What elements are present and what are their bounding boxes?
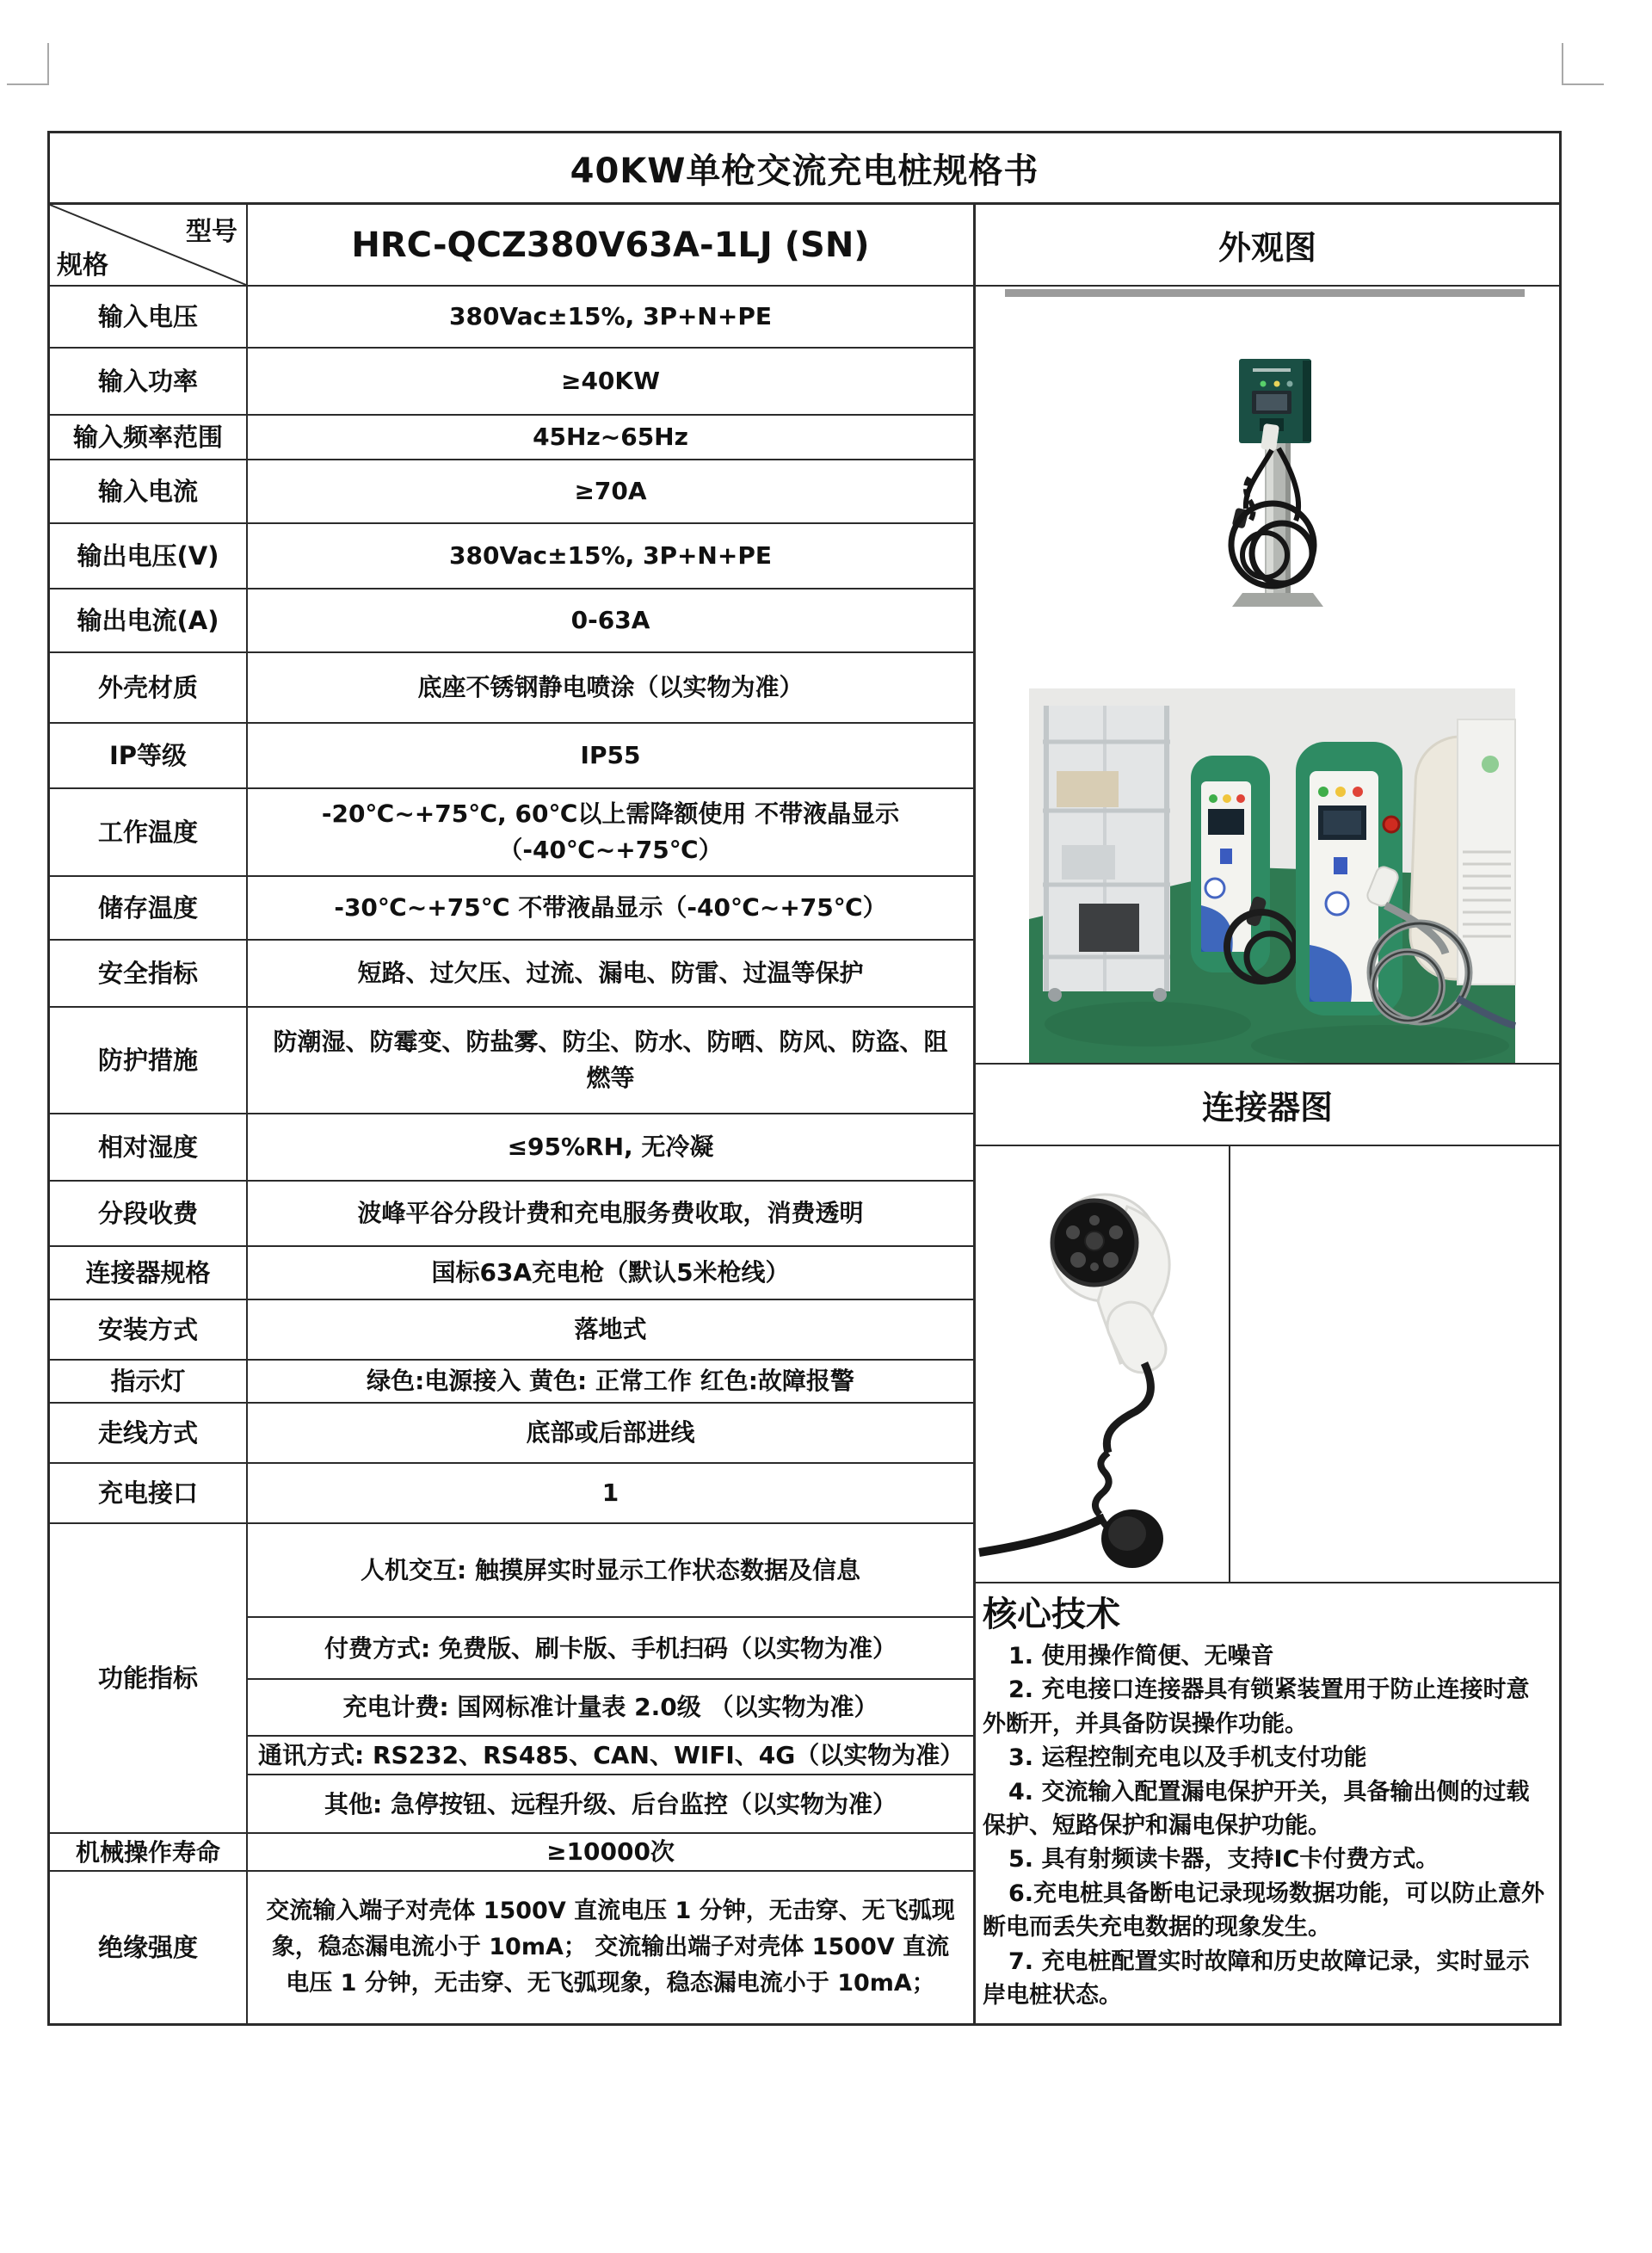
appearance-heading: 外观图 — [976, 205, 1559, 287]
header-model-label: 型号 — [186, 217, 237, 247]
table-row — [50, 789, 973, 877]
feature-item: 人机交互: 触摸屏实时显示工作状态数据及信息 — [248, 1524, 973, 1618]
table-row — [50, 416, 973, 460]
spec-label: 防护措施 — [50, 1008, 248, 1113]
spec-label: 输入频率范围 — [50, 416, 248, 459]
spec-label: 输入电流 — [50, 460, 248, 522]
feature-item: 其他: 急停按钮、远程升级、后台监控（以实物为准） — [324, 1789, 897, 1818]
spec-value: ≤95%RH, 无冷凝 — [507, 1133, 714, 1161]
connector-empty-cell — [1230, 1146, 1559, 1582]
table-row — [50, 1114, 973, 1182]
connector-section — [976, 1146, 1559, 1583]
appearance-photos — [976, 287, 1559, 1065]
spec-label: 安全指标 — [50, 941, 248, 1006]
spec-value: 落地式 — [574, 1315, 647, 1343]
core-tech-item: 6.充电桩具备断电记录现场数据功能，可以防止意外断电而丢失充电数据的现象发生。 — [983, 1880, 1545, 1941]
spec-label: 储存温度 — [50, 877, 248, 939]
spec-label: 连接器规格 — [50, 1247, 248, 1299]
spec-label: 机械操作寿命 — [50, 1834, 248, 1870]
table-row — [50, 349, 973, 416]
spec-value: 底座不锈钢静电喷涂（以实物为准） — [417, 673, 804, 701]
spec-value: -20℃~+75℃, 60℃以上需降额使用 不带液晶显示（-40℃~+75℃） — [321, 799, 900, 864]
spec-value: ≥40KW — [560, 367, 660, 395]
charging-gun-photo — [976, 1146, 1230, 1582]
table-row — [50, 1247, 973, 1300]
spec-value: 1 — [601, 1478, 620, 1507]
feature-item: 通讯方式: RS232、RS485、CAN、WIFI、4G（以实物为准） — [248, 1737, 973, 1776]
spec-label: 外壳材质 — [50, 653, 248, 722]
spec-label: 输入功率 — [50, 349, 248, 414]
table-row — [50, 724, 973, 789]
spec-label: 输出电流(A) — [50, 589, 248, 651]
table-row — [50, 1464, 973, 1524]
spec-label: 相对湿度 — [50, 1114, 248, 1180]
spec-value: 交流输入端子对壳体 1500V 直流电压 1 分钟，无击穿、无飞弧现象，稳态漏电流小于 10mA； 交流输出端子对壳体 1500V 直流电压 1 分钟，无击穿、无飞弧现象，稳态漏电流小于 10mA； — [266, 1898, 955, 1997]
feature-group-row — [50, 1524, 973, 1834]
spec-label: 工作温度 — [50, 789, 248, 875]
table-row — [50, 1361, 973, 1404]
spec-label: 安装方式 — [50, 1300, 248, 1359]
core-tech-item: 1. 使用操作简便、无噪音 — [1008, 1643, 1274, 1670]
spec-value: IP55 — [580, 741, 641, 769]
scan-corner-mark-top-right — [1562, 43, 1604, 85]
spec-value: 绿色:电源接入 黄色: 正常工作 红色:故障报警 — [367, 1367, 854, 1395]
table-row — [50, 287, 973, 349]
spec-value: 短路、过欠压、过流、漏电、防雷、过温等保护 — [357, 959, 864, 987]
table-row — [50, 1872, 973, 2023]
spec-value: 防潮湿、防霉变、防盐雾、防尘、防水、防晒、防风、防盗、阻燃等 — [273, 1028, 948, 1092]
table-row — [50, 1834, 973, 1872]
spec-value: 底部或后部进线 — [526, 1418, 695, 1447]
core-tech-item: 5. 具有射频读卡器，支持IC卡付费方式。 — [1008, 1846, 1439, 1873]
feature-group-label: 功能指标 — [50, 1524, 248, 1832]
spec-value: ≥70A — [574, 477, 647, 505]
workshop-photo — [976, 688, 1559, 1065]
spec-columns — [50, 205, 973, 2023]
spec-label: 走线方式 — [50, 1404, 248, 1462]
pole-charger-photo — [976, 287, 1559, 657]
spec-label: 分段收费 — [50, 1182, 248, 1245]
table-row — [50, 1404, 973, 1464]
table-row — [50, 653, 973, 724]
core-tech-item: 2. 充电接口连接器具有锁紧装置用于防止连接时意外断开，并具备防误操作功能。 — [983, 1676, 1530, 1738]
spec-value: 波峰平谷分段计费和充电服务费收取，消费透明 — [357, 1199, 864, 1227]
core-tech-item: 3. 运程控制充电以及手机支付功能 — [1008, 1744, 1367, 1772]
table-row — [50, 1182, 973, 1247]
table-row — [50, 460, 973, 524]
model-row — [50, 205, 973, 287]
document-title: 40KW单枪交流充电桩规格书 — [50, 133, 1559, 205]
model-number: HRC-QCZ380V63A-1LJ (SN) — [351, 225, 870, 265]
connector-photo-cell — [976, 1146, 1230, 1582]
spec-value: 380Vac±15%, 3P+N+PE — [449, 541, 772, 570]
table-row — [50, 1300, 973, 1361]
spec-value: 380Vac±15%, 3P+N+PE — [449, 302, 772, 330]
header-diagonal-cell — [50, 205, 248, 285]
spec-label: 充电接口 — [50, 1464, 248, 1522]
spec-label: 绝缘强度 — [50, 1872, 248, 2023]
feature-item: 充电计费: 国网标准计量表 2.0级 （以实物为准） — [248, 1680, 973, 1737]
spec-value: -30℃~+75℃ 不带液晶显示（-40℃~+75℃） — [334, 893, 887, 922]
table-row — [50, 877, 973, 941]
spec-label: 输入电压 — [50, 287, 248, 347]
core-tech-title: 核心技术 — [983, 1595, 1120, 1634]
spec-table — [47, 131, 1562, 2026]
table-row — [50, 589, 973, 653]
table-row — [50, 941, 973, 1008]
right-panel — [973, 205, 1559, 2023]
core-tech-item: 7. 充电桩配置实时故障和历史故障记录，实时显示岸电桩状态。 — [983, 1947, 1530, 2009]
spec-value: 0-63A — [570, 606, 650, 634]
feature-item: 付费方式: 免费版、刷卡版、手机扫码（以实物为准） — [248, 1618, 973, 1680]
feature-group-items — [248, 1524, 973, 1832]
spec-value: 国标63A充电枪（默认5米枪线） — [431, 1258, 790, 1287]
spec-label: 输出电压(V) — [50, 524, 248, 588]
spec-value: 45Hz~65Hz — [533, 423, 688, 451]
table-row — [50, 524, 973, 589]
header-spec-label: 规格 — [57, 250, 108, 281]
spec-value: ≥10000次 — [546, 1837, 675, 1866]
core-tech-item: 4. 交流输入配置漏电保护开关，具备输出侧的过载保护、短路保护和漏电保护功能。 — [983, 1778, 1530, 1840]
core-tech-section — [976, 1583, 1559, 2023]
spec-label: 指示灯 — [50, 1361, 248, 1402]
table-row — [50, 1008, 973, 1114]
connector-heading: 连接器图 — [976, 1065, 1559, 1146]
spec-label: IP等级 — [50, 724, 248, 787]
scan-corner-mark-top-left — [7, 43, 49, 85]
